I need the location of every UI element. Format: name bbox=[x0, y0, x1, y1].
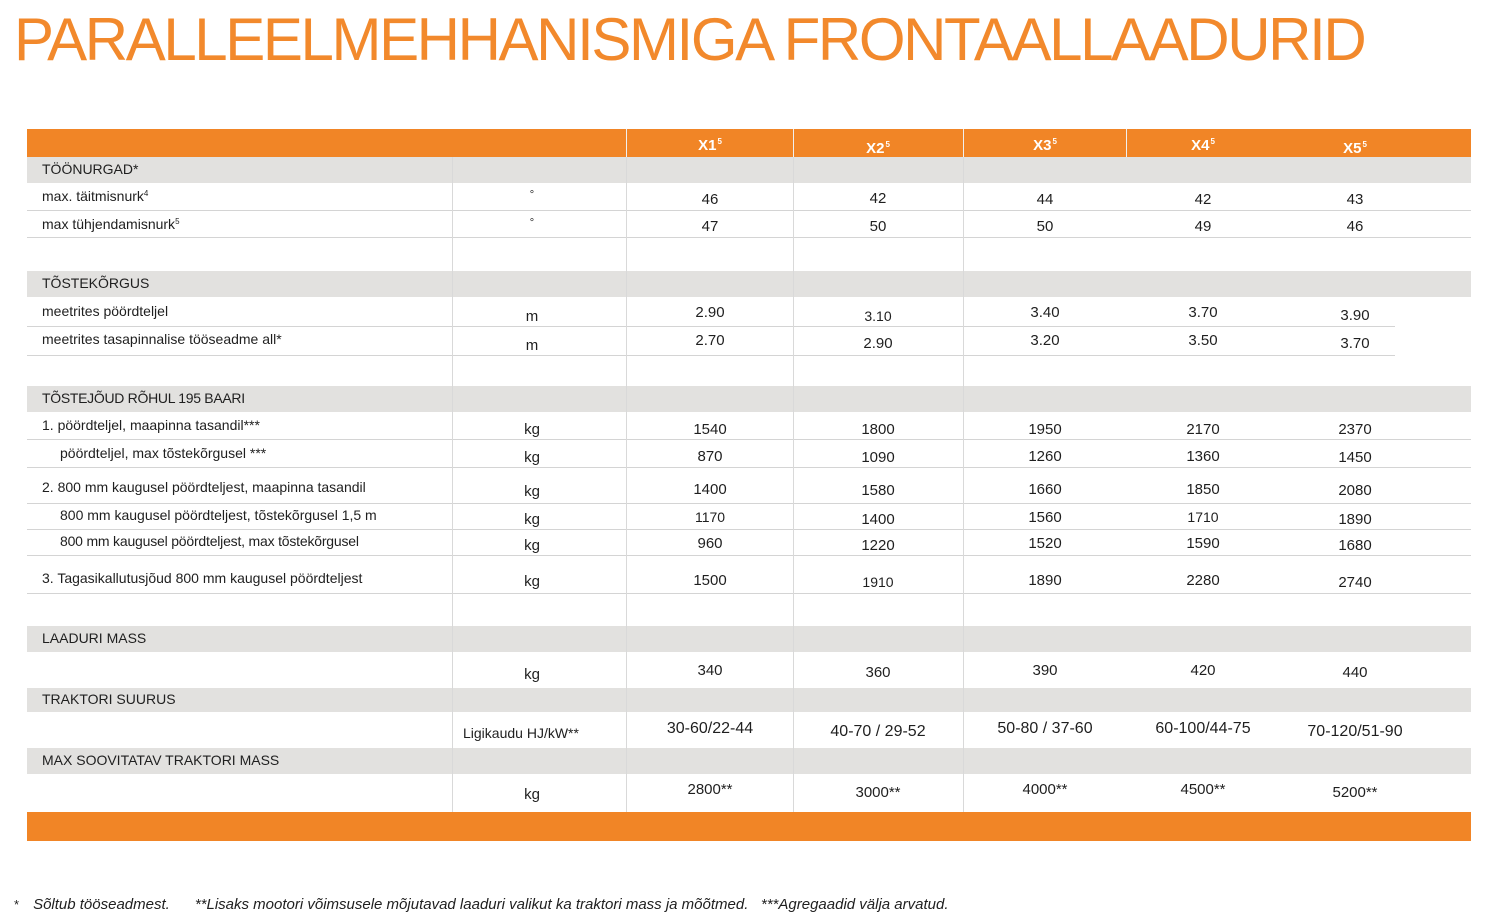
value-cell: 4500** bbox=[1180, 781, 1226, 798]
value-cell: 340 bbox=[697, 662, 723, 679]
section-header-lift-force bbox=[27, 386, 1471, 412]
table-row bbox=[27, 530, 1471, 556]
section-header-lift-height bbox=[27, 271, 1471, 297]
value-cell: 1910 bbox=[862, 574, 894, 590]
row-unit: m bbox=[525, 337, 539, 354]
value-cell: 46 bbox=[1346, 218, 1364, 235]
value-cell: 2080 bbox=[1338, 482, 1372, 499]
table-row bbox=[27, 327, 1471, 356]
row-label: meetrites tasapinnalise tööseadme all* bbox=[42, 331, 282, 347]
table-footer-bar bbox=[27, 812, 1471, 841]
spacer-row bbox=[27, 594, 1471, 626]
section-header-loader-mass bbox=[27, 626, 1471, 652]
value-cell: 42 bbox=[869, 190, 887, 207]
value-cell: 3.50 bbox=[1188, 332, 1218, 349]
value-cell: 3.40 bbox=[1030, 304, 1060, 321]
value-cell: 1850 bbox=[1186, 481, 1220, 498]
value-cell: 3.70 bbox=[1340, 335, 1370, 352]
value-cell: 1710 bbox=[1187, 509, 1219, 525]
value-cell: 1680 bbox=[1338, 537, 1372, 554]
footnote-star: * bbox=[14, 897, 20, 912]
value-cell: 46 bbox=[701, 191, 719, 208]
value-cell: 960 bbox=[697, 535, 723, 552]
table-row bbox=[27, 556, 1471, 594]
row-unit: kg bbox=[524, 786, 540, 803]
model-header-x5: $X5^5$ bbox=[1343, 140, 1367, 157]
value-cell: 3.70 bbox=[1188, 304, 1218, 321]
value-cell: 870 bbox=[697, 448, 723, 465]
page-title: PARALLEELMEHHANISMIGA FRONTAALLAADURID bbox=[14, 6, 1365, 73]
row-unit: kg bbox=[524, 483, 540, 500]
row-label: meetrites pöördteljel bbox=[42, 303, 169, 319]
value-cell: 3000** bbox=[855, 784, 901, 801]
value-cell: 1520 bbox=[1028, 535, 1062, 552]
spacer-row bbox=[27, 356, 1471, 386]
value-cell: 1220 bbox=[861, 537, 895, 554]
section-title: TÕSTEJÕUD RÕHUL 195 BAARI bbox=[42, 390, 245, 406]
value-cell: 1660 bbox=[1028, 481, 1062, 498]
row-unit: kg bbox=[524, 573, 540, 590]
model-header-x3: $X3^5$ bbox=[1033, 137, 1057, 154]
value-cell: 420 bbox=[1190, 662, 1216, 679]
section-title: MAX SOOVITATAV TRAKTORI MASS bbox=[42, 752, 280, 768]
value-cell: 1950 bbox=[1028, 421, 1062, 438]
value-cell: 5200** bbox=[1332, 784, 1378, 801]
value-cell: 44 bbox=[1036, 191, 1054, 208]
value-cell: 360 bbox=[865, 664, 891, 681]
value-cell: 2800** bbox=[687, 781, 733, 798]
value-cell: 390 bbox=[1032, 662, 1058, 679]
table-row bbox=[27, 712, 1471, 748]
value-cell: 4000** bbox=[1022, 781, 1068, 798]
value-cell: 42 bbox=[1194, 191, 1212, 208]
model-header-x1: $X1^5$ bbox=[698, 137, 722, 154]
value-cell: 2170 bbox=[1186, 421, 1220, 438]
row-label: 800 mm kaugusel pöördteljest, max tõstekõrgusel bbox=[60, 533, 359, 549]
table-row bbox=[27, 412, 1471, 440]
value-cell: 47 bbox=[701, 218, 719, 235]
table-header-row bbox=[27, 129, 1471, 157]
value-cell: 2740 bbox=[1338, 574, 1372, 591]
spacer-row bbox=[27, 238, 1471, 271]
table-row bbox=[27, 774, 1471, 812]
value-cell: 1590 bbox=[1186, 535, 1220, 552]
table-row bbox=[27, 297, 1471, 327]
value-cell: 1090 bbox=[861, 449, 895, 466]
table-row bbox=[27, 183, 1471, 211]
table-row bbox=[27, 440, 1471, 468]
value-cell: 50 bbox=[869, 218, 887, 235]
value-cell: 440 bbox=[1342, 664, 1368, 681]
value-cell: 2280 bbox=[1186, 572, 1220, 589]
value-cell: 1890 bbox=[1338, 511, 1372, 528]
footnote-text: Sõltub tööseadmest. **Lisaks mootori võimsusele mõjutavad laaduri valikut ka traktori mass ja mõõtmed. ***Agregaadid välja arvatud. bbox=[33, 896, 949, 913]
value-cell: 49 bbox=[1194, 218, 1212, 235]
spec-table bbox=[27, 129, 1471, 841]
value-cell: 2370 bbox=[1338, 421, 1372, 438]
row-label: max. täitmisnurk$^4$ bbox=[42, 188, 149, 204]
model-header-x4: $X4^5$ bbox=[1191, 137, 1215, 154]
section-header-max-tractor-mass bbox=[27, 748, 1471, 774]
value-cell: 30-60/22-44 bbox=[666, 720, 754, 737]
section-title: TÕSTEKÕRGUS bbox=[42, 275, 150, 291]
value-cell: 3.10 bbox=[864, 308, 892, 324]
row-unit: Ligikaudu HJ/kW** bbox=[463, 725, 579, 741]
footnote bbox=[14, 896, 949, 913]
row-label: 800 mm kaugusel pöördteljest, tõstekõrgusel 1,5 m bbox=[60, 507, 377, 523]
row-label: 2. 800 mm kaugusel pöördteljest, maapinna tasandil bbox=[42, 479, 366, 495]
value-cell: 70-120/51-90 bbox=[1307, 723, 1403, 740]
value-cell: 43 bbox=[1346, 191, 1364, 208]
value-cell: 1560 bbox=[1028, 509, 1062, 526]
value-cell: 1800 bbox=[861, 421, 895, 438]
value-cell: 40-70 / 29-52 bbox=[830, 723, 926, 740]
section-title: LAADURI MASS bbox=[42, 630, 147, 646]
row-unit: m bbox=[525, 308, 539, 325]
row-unit: kg bbox=[524, 449, 540, 466]
value-cell: 1170 bbox=[694, 509, 726, 525]
value-cell: 1400 bbox=[861, 511, 895, 528]
value-cell: 1890 bbox=[1028, 572, 1062, 589]
row-unit: ° bbox=[529, 217, 535, 229]
value-cell: 1400 bbox=[693, 481, 727, 498]
value-cell: 1500 bbox=[693, 572, 727, 589]
table-row bbox=[27, 211, 1471, 238]
row-unit: kg bbox=[524, 421, 540, 438]
section-title: TÖÖNURGAD* bbox=[42, 161, 139, 177]
table-row bbox=[27, 504, 1471, 530]
value-cell: 1540 bbox=[693, 421, 727, 438]
section-header-tractor-size bbox=[27, 688, 1471, 712]
section-title: TRAKTORI SUURUS bbox=[42, 691, 176, 707]
row-unit: kg bbox=[524, 511, 540, 528]
value-cell: 1260 bbox=[1028, 448, 1062, 465]
row-label: 1. pöördteljel, maapinna tasandil*** bbox=[42, 417, 260, 433]
table-row bbox=[27, 652, 1471, 688]
row-unit: kg bbox=[524, 537, 540, 554]
row-label: max tühjendamisnurk$^5$ bbox=[42, 216, 180, 232]
value-cell: 1450 bbox=[1338, 449, 1372, 466]
value-cell: 50 bbox=[1036, 218, 1054, 235]
row-label: pöördteljel, max tõstekõrgusel *** bbox=[60, 445, 267, 461]
value-cell: 2.70 bbox=[695, 332, 725, 349]
value-cell: 3.90 bbox=[1340, 307, 1370, 324]
value-cell: 3.20 bbox=[1030, 332, 1060, 349]
section-header-angles bbox=[27, 157, 1471, 183]
model-header-x2: $X2^5$ bbox=[866, 140, 890, 157]
value-cell: 1360 bbox=[1186, 448, 1220, 465]
row-label: 3. Tagasikallutusjõud 800 mm kaugusel pöördteljest bbox=[42, 570, 363, 586]
value-cell: 2.90 bbox=[863, 335, 893, 352]
value-cell: 1580 bbox=[861, 482, 895, 499]
row-unit: kg bbox=[524, 666, 540, 683]
row-unit: ° bbox=[529, 189, 535, 201]
table-row bbox=[27, 468, 1471, 504]
value-cell: 50-80 / 37-60 bbox=[997, 720, 1093, 737]
value-cell: 60-100/44-75 bbox=[1155, 720, 1251, 737]
value-cell: 2.90 bbox=[695, 304, 725, 321]
